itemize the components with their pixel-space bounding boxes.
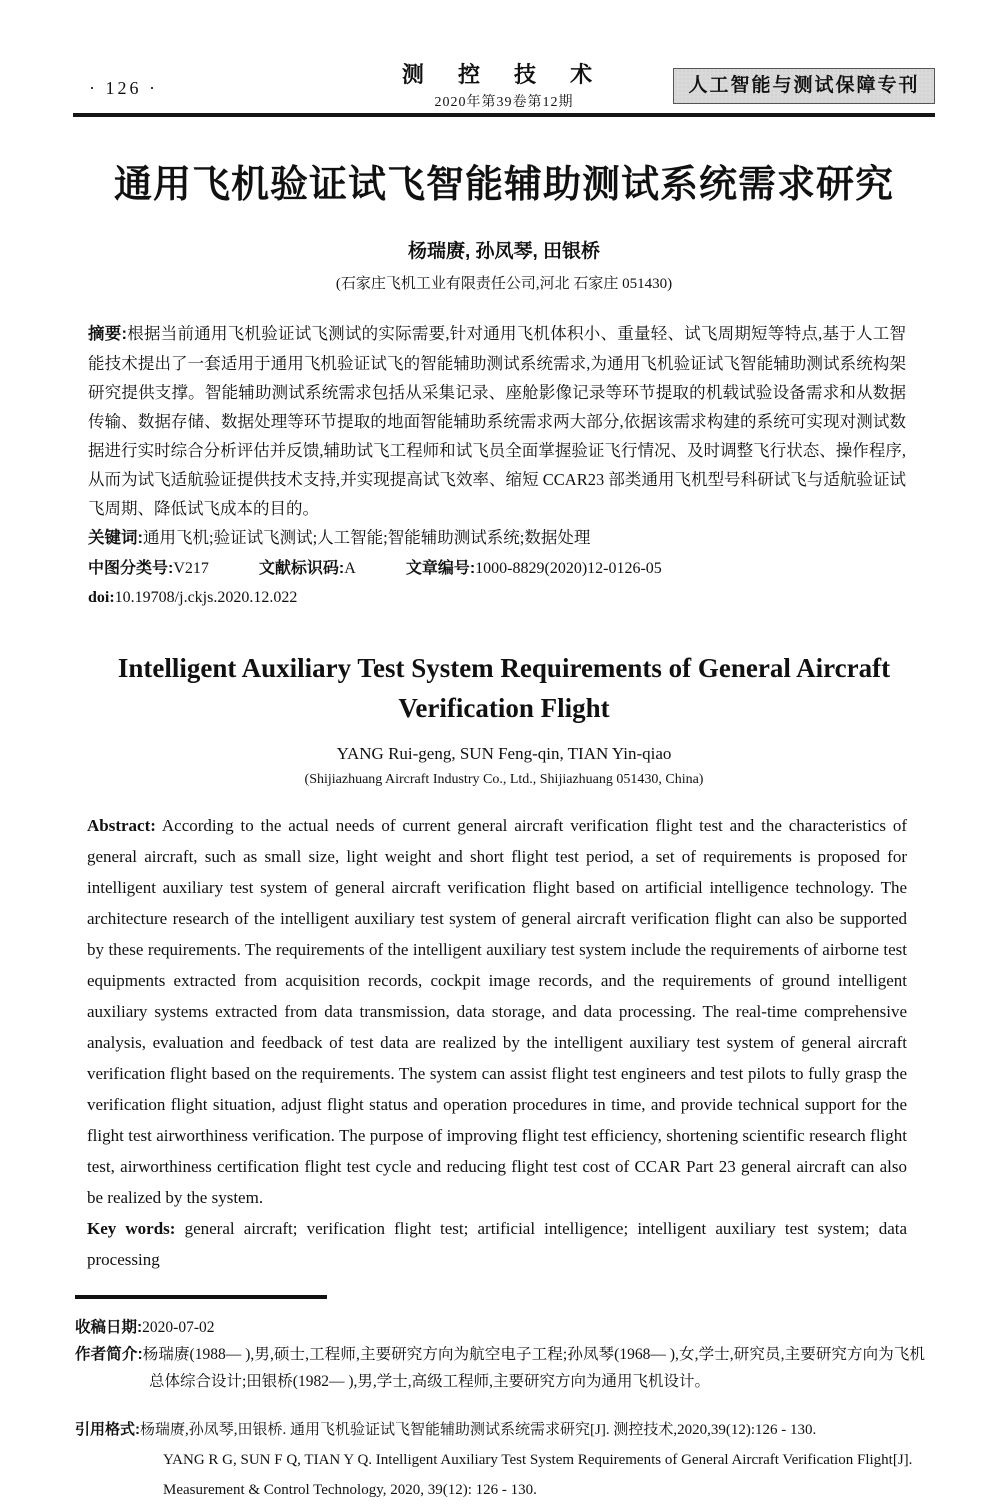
citation-block [75, 1415, 935, 1505]
keywords-en [87, 1213, 907, 1275]
abstract-en-label: Abstract: [87, 816, 156, 835]
journal-name: 测 控 技 术 [401, 62, 607, 87]
journal-issue-info: 2020年第39卷第12期 [434, 95, 574, 110]
keywords-zh [88, 523, 906, 553]
doc-code-item [259, 560, 356, 577]
keywords-en-text: general aircraft; verification flight test; artificial intelligence; intelligent auxiliary test system; data processing [87, 1219, 908, 1269]
abstract-zh-text: 根据当前通用飞机验证试飞测试的实际需要,针对通用飞机体积小、重量轻、试飞周期短等特点,基于人工智能技术提出了一套适用于通用飞机验证试飞的智能辅助测试系统需求,为通用飞机验证试飞智能辅助测试系统构架研究提供支撑。智能辅助测试系统需求包括从采集记录、座舱影像记录等环节提取的机载试验设备需求和从数据传输、数据存储、数据处理等环节提取的地面智能辅助系统需求两大部分,依据该需求构建的系统可实现对测试数据进行实时综合分析评估并反馈,辅助试飞工程师和试飞员全面掌握验证飞行情况、及时调整飞行状态、操作程序,从而为试飞适航验证提供技术支持,并实现提高试飞效率、缩短 CCAR23 部类通用飞机型号科研试飞与适航验证试飞周期、降低试飞成本的目的。 [88, 324, 907, 518]
authors-zh: 杨瑞赓, 孙凤琴, 田银桥 [407, 241, 601, 262]
title-en-line1: Intelligent Auxiliary Test System Requirements of General Aircraft [117, 653, 891, 683]
abstract-en [87, 810, 907, 1213]
doi-label: doi: [88, 589, 115, 606]
received-date-line [75, 1315, 935, 1341]
author-bio-label: 作者简介: [75, 1346, 143, 1363]
classification-row [88, 554, 906, 583]
article-id-label: 文章编号: [405, 560, 476, 577]
article-title-zh: 通用飞机验证试飞智能辅助测试系统需求研究 [113, 164, 894, 206]
abstract-zh [88, 319, 906, 523]
doi-line [88, 583, 906, 612]
authors-en: YANG Rui-geng, SUN Feng-qin, TIAN Yin-qiao [336, 744, 672, 763]
doc-code-label: 文献标识码: [258, 560, 345, 577]
keywords-zh-label: 关键词: [88, 529, 143, 547]
page-header [73, 58, 935, 110]
doc-code-value: A [344, 560, 356, 577]
special-issue-banner: 人工智能与测试保障专刊 [673, 68, 935, 104]
abstract-zh-label: 摘要: [88, 325, 127, 343]
citation-zh-line [75, 1415, 935, 1445]
affiliation-en: (Shijiazhuang Aircraft Industry Co., Ltd., Shijiazhuang 051430, China) [304, 772, 704, 787]
footnote-section [75, 1295, 935, 1505]
article-title-en [73, 648, 935, 728]
clc-item [88, 560, 209, 577]
citation-en-line1: YANG R G, SUN F Q, TIAN Y Q. Intelligent Auxiliary Test System Requirements of General Aircraft Verification Flight[J]. [163, 1452, 913, 1468]
footnote-rule [75, 1295, 327, 1299]
clc-value: V217 [173, 560, 209, 577]
author-bio-text: 杨瑞赓(1988— ),男,硕士,工程师,主要研究方向为航空电子工程;孙凤琴(1968— ),女,学士,研究员,主要研究方向为飞机总体综合设计;田银桥(1982— ),男,学士,高级工程师,主要研究方向为通用飞机设计。 [142, 1346, 925, 1390]
abstract-en-text: According to the actual needs of current general aircraft verification flight test and the characteristics of general aircraft, such as small size, light weight and short flight test period, a set of requirements is proposed for intelligent auxiliary test system of general aircraft verification flight based on artificial intelligence technology. The architecture research of the intelligent auxiliary test system of general aircraft verification flight can also be supported by these requirements. The requirements of the intelligent auxiliary test system include the requirements of airborne test equipments extracted from acquisition records, cockpit image records, and the requirements of ground intelligent auxiliary systems extracted from data transmission, data storage, and data processing. The real-time comprehensive analysis, evaluation and feedback of test data are realized by the intelligent auxiliary test system of general aircraft verification flight based on the requirements. The system can assist flight test engineers and test pilots to fully grasp the verification flight situation, adjust flight status and operation procedures in time, and provide technical support for the flight test airworthiness verification. The purpose of improving flight test efficiency, shortening scientific research flight test, airworthiness certification flight test cycle and reducing flight test cost of CCAR Part 23 general aircraft can also be realized by the system. [87, 816, 908, 1207]
citation-zh-text: 杨瑞赓,孙凤琴,田银桥. 通用飞机验证试飞智能辅助测试系统需求研究[J]. 测控技术,2020,39(12):126 - 130. [140, 1422, 817, 1438]
author-bio [75, 1341, 925, 1395]
citation-label: 引用格式: [75, 1421, 140, 1438]
received-date-label: 收稿日期: [75, 1319, 143, 1336]
header-double-rule [73, 113, 935, 117]
doi-value: 10.19708/j.ckjs.2020.12.022 [114, 589, 298, 606]
english-abstract-block [87, 810, 907, 1275]
article-id-value: 1000-8829(2020)12-0126-05 [475, 560, 662, 577]
received-date-value: 2020-07-02 [142, 1319, 215, 1336]
clc-label: 中图分类号: [88, 560, 174, 577]
article-id-item [406, 560, 662, 577]
page-number: · 126 · [89, 78, 158, 98]
keywords-en-label: Key words: [87, 1219, 176, 1238]
citation-en-line2: Measurement & Control Technology, 2020, 39(12): 126 - 130. [163, 1482, 537, 1498]
title-en-line2: Verification Flight [398, 693, 610, 723]
keywords-zh-text: 通用飞机;验证试飞测试;人工智能;智能辅助测试系统;数据处理 [143, 528, 591, 547]
chinese-abstract-block [88, 319, 906, 612]
affiliation-zh: (石家庄飞机工业有限责任公司,河北 石家庄 051430) [335, 276, 673, 292]
